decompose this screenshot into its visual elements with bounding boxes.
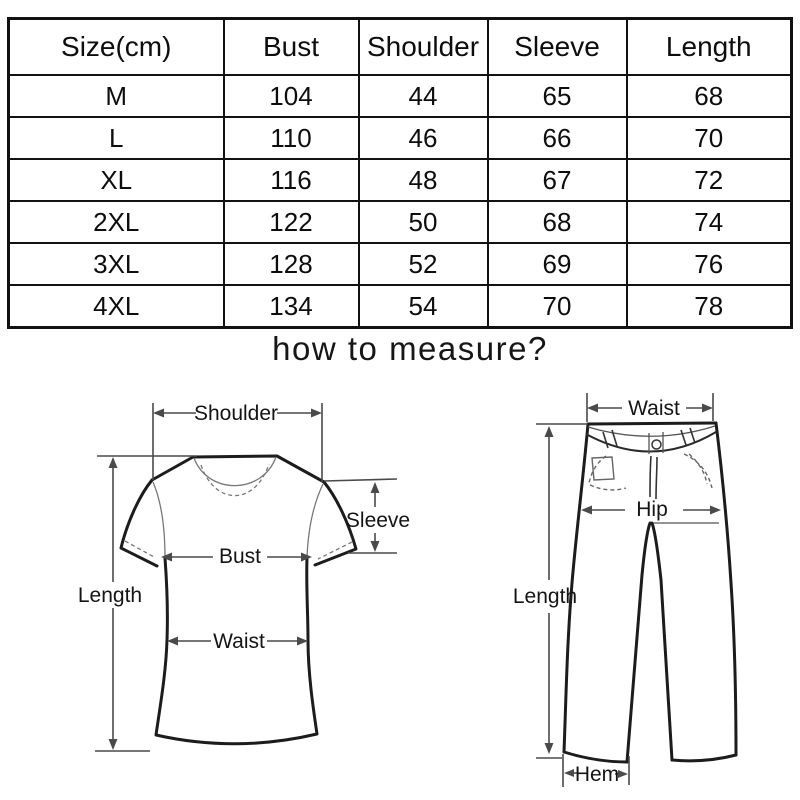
pants-left-hem (564, 752, 627, 762)
table-header-row (9, 19, 792, 76)
shoulder-cell: 44 (359, 75, 488, 117)
tshirt-top-edge (152, 456, 324, 482)
shoulder-cell: 46 (359, 117, 488, 159)
shirt-shoulder-measure (153, 402, 322, 482)
shoulder-cell: 50 (359, 201, 488, 243)
how-to-measure-heading: how to measure? (272, 330, 548, 367)
table-row-3xl (9, 243, 792, 285)
table-row-2xl (9, 201, 792, 243)
tshirt-left-cuff-stitch (125, 541, 154, 557)
tshirt-left-sleeve (121, 480, 157, 566)
pants-right-hem (672, 755, 736, 761)
shirt-sleeve-measure (324, 479, 410, 553)
left-pocket-bag (590, 485, 626, 490)
sleeve-cell: 68 (488, 201, 627, 243)
header-cell-shoulder: Shoulder (359, 19, 488, 76)
waistband-top-curve (588, 426, 715, 436)
pants-waist-measure (587, 393, 713, 422)
measurement-diagram (0, 370, 800, 800)
size-cell: 3XL (9, 243, 224, 285)
shoulder-cell: 54 (359, 285, 488, 328)
sleeve-cell: 67 (488, 159, 627, 201)
header-cell-length: Length (627, 19, 792, 76)
pants-right-inseam (652, 523, 672, 760)
tshirt-right-armhole-seam (307, 484, 323, 558)
fly-seam (650, 456, 657, 499)
pants-waist-top (588, 423, 716, 424)
length-cell: 70 (627, 117, 792, 159)
right-pocket-opening (684, 454, 712, 488)
bust-cell: 128 (224, 243, 359, 285)
length-cell: 76 (627, 243, 792, 285)
bust-cell: 104 (224, 75, 359, 117)
pants-length-label: Length (512, 585, 578, 608)
pants-left-inseam (627, 523, 650, 762)
shoulder-cell: 52 (359, 243, 488, 285)
tshirt-neckline (194, 457, 276, 486)
length-cell: 78 (627, 285, 792, 328)
length-cell: 68 (627, 75, 792, 117)
pants-diagram (513, 393, 736, 787)
shirt-waist-label: Waist (213, 630, 265, 653)
sleeve-cell: 66 (488, 117, 627, 159)
header-cell-size: Size(cm) (9, 19, 224, 76)
shirt-bust-label: Bust (218, 545, 262, 568)
shirt-shoulder-label: Shoulder (193, 402, 279, 425)
size-cell: XL (9, 159, 224, 201)
bust-cell: 122 (224, 201, 359, 243)
shirt-sleeve-label: Sleeve (345, 509, 411, 532)
pants-hem-label: Hem (574, 763, 620, 786)
size-cell: L (9, 117, 224, 159)
shirt-waist-measure (167, 630, 308, 653)
size-cell: M (9, 75, 224, 117)
pants-length-measure (513, 424, 588, 758)
pants-right-outer-seam (716, 423, 736, 755)
shirt-bust-measure (161, 545, 312, 568)
shirt-length-label: Length (77, 584, 143, 607)
table-row-4xl (9, 285, 792, 328)
tshirt-left-armhole-seam (153, 482, 165, 558)
table-row-xl (9, 159, 792, 201)
bust-cell: 134 (224, 285, 359, 328)
sleeve-cell: 65 (488, 75, 627, 117)
tshirt-diagram (78, 402, 410, 751)
bust-cell: 110 (224, 117, 359, 159)
bust-cell: 116 (224, 159, 359, 201)
size-chart-table (7, 17, 793, 329)
table-row-m (9, 75, 792, 117)
table-row-l (9, 117, 792, 159)
pants-waist-label: Waist (628, 397, 680, 420)
size-cell: 4XL (9, 285, 224, 328)
header-cell-sleeve: Sleeve (488, 19, 627, 76)
pants-hip-measure (581, 498, 721, 521)
size-cell: 2XL (9, 201, 224, 243)
sleeve-cell: 70 (488, 285, 627, 328)
shoulder-cell: 48 (359, 159, 488, 201)
length-cell: 72 (627, 159, 792, 201)
waist-button (652, 440, 661, 449)
pants-hip-label: Hip (636, 498, 668, 521)
header-cell-bust: Bust (224, 19, 359, 76)
length-cell: 74 (627, 201, 792, 243)
sleeve-cell: 69 (488, 243, 627, 285)
